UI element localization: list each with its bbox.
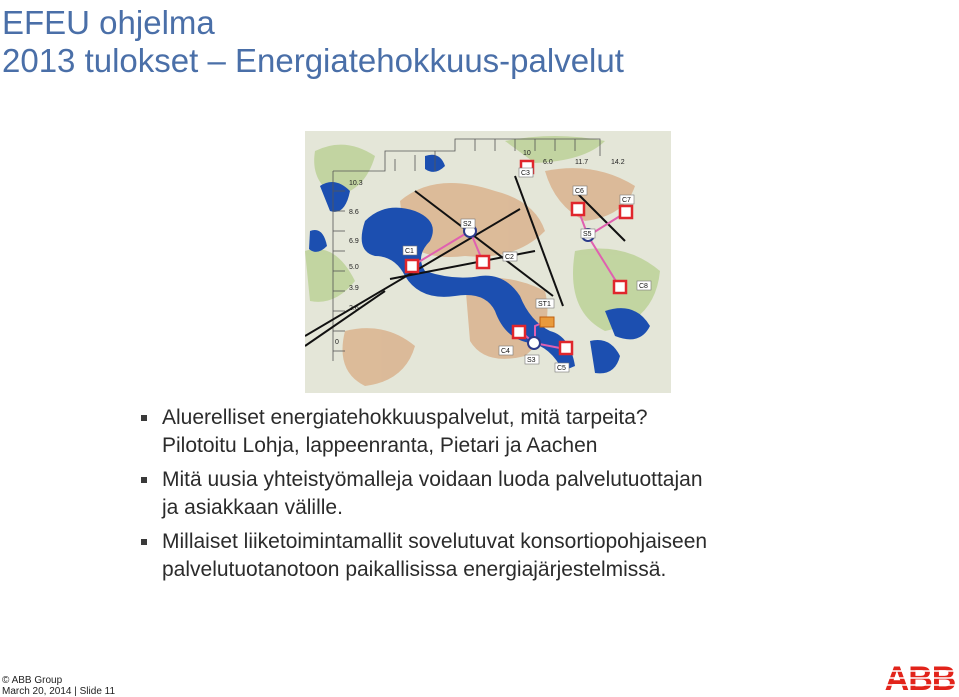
footer-copyright: © ABB Group [2, 675, 63, 686]
site-label: ST1 [538, 301, 551, 308]
site-label: C8 [639, 283, 648, 290]
bullet-item [140, 404, 940, 432]
title-line-2: 2013 tulokset – Energiatehokkuus-palvelut [2, 42, 624, 79]
marker-s3 [528, 337, 540, 349]
marker-c8 [614, 281, 626, 293]
slide-footer [2, 675, 115, 697]
bullet-text: Mitä uusia yhteistyömalleja voidaan luoda palvelutuottajan [162, 468, 703, 491]
marker-c1 [406, 260, 418, 272]
bullet-list [140, 404, 940, 584]
axis-label: 10 [523, 150, 531, 157]
logo-text: ABB [884, 660, 956, 694]
site-label: S2 [463, 221, 472, 228]
axis-label: 11.7 [575, 159, 589, 166]
marker-c4 [513, 326, 525, 338]
marker-c7 [620, 206, 632, 218]
axis-label: 10.3 [349, 180, 363, 187]
site-label: C2 [505, 254, 514, 261]
bullet-text: Pilotoitu Lohja, lappeenranta, Pietari ja Aachen [162, 434, 598, 457]
axis-label: 3.9 [349, 285, 359, 292]
abb-logo [884, 660, 956, 694]
bullet-item [140, 466, 940, 494]
axis-label: 2.6 [349, 305, 359, 312]
map-svg [305, 131, 671, 393]
bullet-text: Millaiset liiketoimintamallit sovelutuvat konsortiopohjaiseen [162, 530, 708, 553]
marker-c2 [477, 256, 489, 268]
site-label: S5 [583, 231, 592, 238]
axis-label: 8.6 [349, 209, 359, 216]
site-label: C4 [501, 348, 510, 355]
bullet-text: ja asiakkaan välille. [162, 496, 343, 519]
axis-label: 0 [335, 339, 339, 346]
site-label: C6 [575, 188, 584, 195]
site-label: C7 [622, 197, 631, 204]
slide-title [2, 4, 624, 80]
axis-label: 14.2 [611, 159, 625, 166]
title-line-1: EFEU ohjelma [2, 4, 215, 41]
axis-label: 6.9 [349, 238, 359, 245]
site-label: S3 [527, 357, 536, 364]
bullet-item [140, 528, 940, 556]
site-label: C3 [521, 170, 530, 177]
marker-c6 [572, 203, 584, 215]
site-label: C1 [405, 248, 414, 255]
bullet-text: Aluerelliset energiatehokkuuspalvelut, mitä tarpeita? [162, 406, 648, 429]
marker-c5 [560, 342, 572, 354]
energy-network-map [305, 131, 671, 393]
marker-st1 [540, 317, 554, 327]
axis-label: 6.0 [543, 159, 553, 166]
bullet-text: palvelutuotanotoon paikallisissa energiajärjestelmissä. [162, 558, 667, 581]
axis-label: 5.0 [349, 264, 359, 271]
site-label: C5 [557, 365, 566, 372]
footer-date-slide: March 20, 2014 | Slide 11 [2, 686, 116, 697]
